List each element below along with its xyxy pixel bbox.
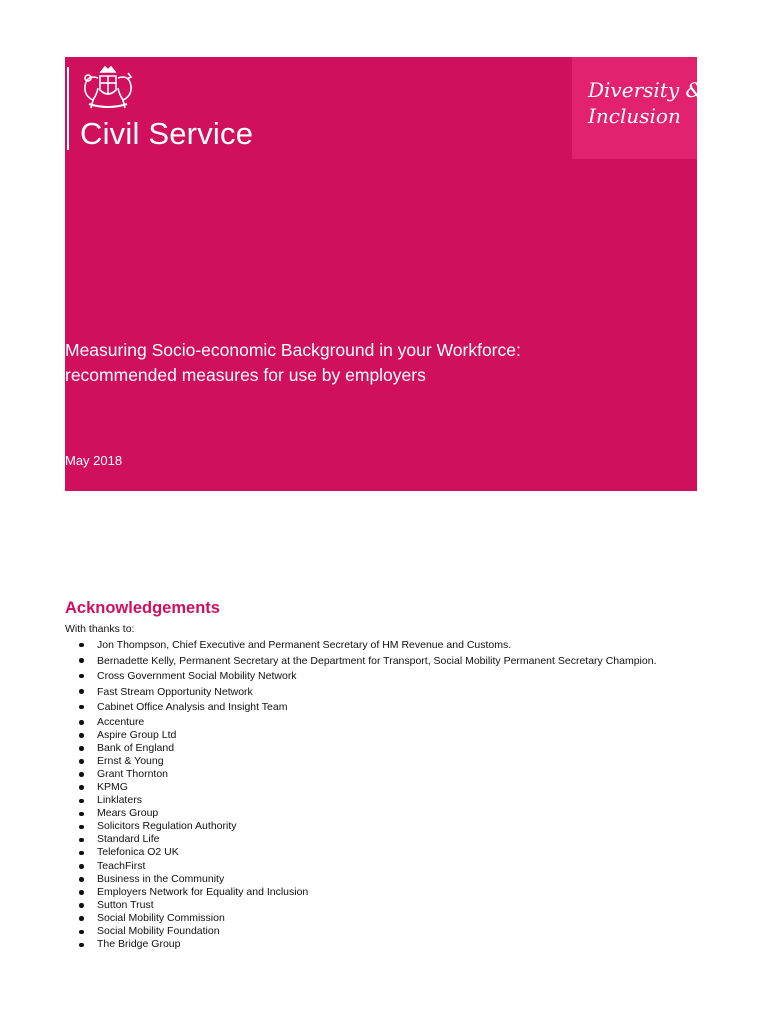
bullet-icon <box>79 705 84 710</box>
bullet-icon <box>79 812 84 817</box>
list-item <box>65 742 656 755</box>
list-item <box>65 638 656 654</box>
bullet-icon <box>79 943 84 948</box>
list-item <box>65 912 656 925</box>
list-item-text: Employers Network for Equality and Inclusion <box>97 885 309 898</box>
title-line-2: recommended measures for use by employers <box>65 364 426 385</box>
list-item-text: Bank of England <box>97 741 175 754</box>
list-item <box>65 700 656 716</box>
list-item-text: TeachFirst <box>97 859 146 872</box>
bullet-icon <box>79 746 84 751</box>
list-item-text: Linklaters <box>97 794 142 807</box>
list-item-text: Mears Group <box>97 807 159 820</box>
list-item <box>65 729 656 742</box>
logo-text-line: Inclusion <box>588 104 681 128</box>
list-item <box>65 716 656 729</box>
list-item <box>65 794 656 807</box>
acknowledgements-list <box>65 638 656 951</box>
list-item <box>65 846 656 859</box>
list-item <box>65 685 656 701</box>
bullet-icon <box>79 759 84 764</box>
bullet-icon <box>79 643 84 648</box>
list-item <box>65 886 656 899</box>
list-item-text: Cross Government Social Mobility Network <box>97 670 297 682</box>
list-item-text: Social Mobility Foundation <box>97 925 220 937</box>
list-item-text: Accenture <box>97 715 145 728</box>
list-item <box>65 860 656 873</box>
list-item-text: Cabinet Office Analysis and Insight Team <box>97 701 288 713</box>
logo-text-line: Diversity & <box>588 78 704 102</box>
list-item-text: Ernst & Young <box>97 754 164 767</box>
list-item-text: KPMG <box>97 780 128 793</box>
list-item <box>65 807 656 820</box>
list-item <box>65 755 656 768</box>
list-item-text: Standard Life <box>97 833 160 846</box>
list-item-text: Jon Thompson, Chief Executive and Permanent Secretary of HM Revenue and Customs. <box>97 639 512 651</box>
bullet-icon <box>79 720 84 725</box>
bullet-icon <box>79 890 84 895</box>
document-title <box>65 338 685 387</box>
list-item <box>65 833 656 846</box>
list-item <box>65 820 656 833</box>
list-item <box>65 873 656 886</box>
bullet-icon <box>79 930 84 935</box>
bullet-icon <box>79 877 84 882</box>
list-item-text: Grant Thornton <box>97 767 169 780</box>
acknowledgements-heading: Acknowledgements <box>65 599 220 617</box>
bullet-icon <box>79 674 84 679</box>
acknowledgements-intro: With thanks to: <box>65 623 135 635</box>
list-item-text: Solicitors Regulation Authority <box>97 820 237 833</box>
publication-date: May 2018 <box>65 453 123 468</box>
list-item <box>65 768 656 781</box>
list-item-text: Social Mobility Commission <box>97 911 225 924</box>
list-item-text: Business in the Community <box>97 872 225 885</box>
bullet-icon <box>79 851 84 856</box>
cover-banner <box>65 57 704 491</box>
bullet-icon <box>79 825 84 830</box>
logo-divider <box>67 67 69 150</box>
bullet-icon <box>79 658 84 663</box>
royal-coat-of-arms-icon <box>79 64 137 112</box>
list-item <box>65 938 656 951</box>
list-item <box>65 781 656 794</box>
bullet-icon <box>79 772 84 777</box>
list-item-text: Aspire Group Ltd <box>97 728 177 741</box>
diversity-inclusion-logo <box>572 57 704 159</box>
bullet-icon <box>79 838 84 843</box>
bullet-icon <box>79 903 84 908</box>
list-item-text: Fast Stream Opportunity Network <box>97 685 253 698</box>
bullet-icon <box>79 799 84 804</box>
list-item-text: Bernadette Kelly, Permanent Secretary at the Department for Transport, Social Mobility Permanent Secretary Champion. <box>97 654 657 667</box>
list-item <box>65 925 656 938</box>
bullet-icon <box>79 864 84 869</box>
list-item-text: Telefonica O2 UK <box>97 846 179 859</box>
civil-service-wordmark: Civil Service <box>80 116 254 151</box>
list-item <box>65 654 656 670</box>
bullet-icon <box>79 785 84 790</box>
bullet-icon <box>79 733 84 738</box>
list-item-text: Sutton Trust <box>97 898 154 911</box>
list-item <box>65 899 656 912</box>
bullet-icon <box>79 689 84 694</box>
title-line-1: Measuring Socio-economic Background in your Workforce: <box>65 340 521 360</box>
list-item-text: The Bridge Group <box>97 938 181 951</box>
list-item <box>65 669 656 685</box>
bullet-icon <box>79 916 84 921</box>
